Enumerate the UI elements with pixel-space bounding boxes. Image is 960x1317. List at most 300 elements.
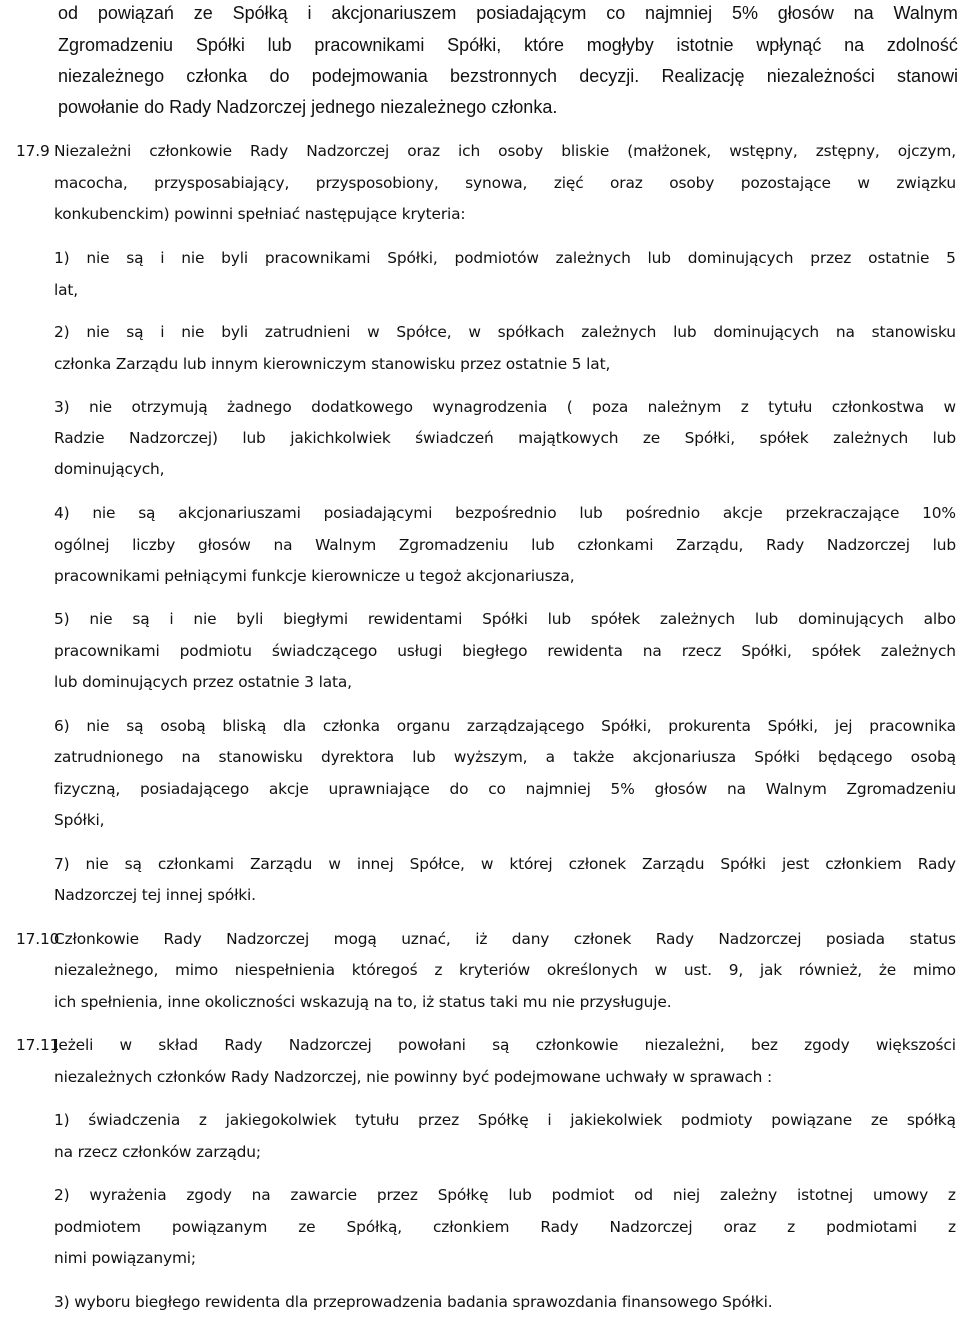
word: osoby xyxy=(498,142,544,160)
word: Członkowie xyxy=(54,930,139,948)
word: niezależnego xyxy=(58,66,165,86)
list-item-line: dominujących, xyxy=(54,460,165,478)
word: jakiegokolwiek xyxy=(225,1111,337,1129)
word: w xyxy=(119,1036,132,1054)
word: synowa, xyxy=(465,174,528,192)
word: zarządzającego xyxy=(466,717,585,735)
word: że xyxy=(878,961,897,979)
list-item-line xyxy=(54,607,956,631)
word: powołani xyxy=(397,1036,466,1054)
word: z xyxy=(198,1111,207,1129)
word: albo xyxy=(923,610,956,628)
word: byli xyxy=(221,323,249,341)
word: niezależności xyxy=(766,66,875,86)
text-line xyxy=(58,1,958,25)
word: wynagrodzenia xyxy=(432,398,548,416)
word: spółek xyxy=(811,642,861,660)
word: nie xyxy=(85,855,109,873)
word: lub xyxy=(673,323,697,341)
word: i xyxy=(160,249,165,267)
word: nie xyxy=(86,717,110,735)
word: wyższym, xyxy=(453,748,528,766)
word: osobą xyxy=(910,748,956,766)
word: bez xyxy=(750,1036,778,1054)
word: lub xyxy=(412,748,436,766)
list-item-line xyxy=(54,533,956,557)
word: umowy xyxy=(872,1186,929,1204)
word: przez xyxy=(376,1186,418,1204)
word: dla xyxy=(282,717,306,735)
word: lub xyxy=(754,610,779,628)
word: nie xyxy=(86,249,110,267)
word: 2) xyxy=(54,1186,70,1204)
word: lub xyxy=(547,610,572,628)
word: liczby xyxy=(132,536,176,554)
word: posiada xyxy=(825,930,885,948)
word: najmniej xyxy=(645,3,713,23)
word: akcje xyxy=(722,504,763,522)
section-number: 17.11 xyxy=(16,1036,60,1054)
word: członkami xyxy=(577,536,654,554)
word: rewidentami xyxy=(367,610,463,628)
word: oraz xyxy=(723,1218,757,1236)
list-item-line: lat, xyxy=(54,281,79,299)
word: lub xyxy=(932,429,956,447)
word: innej xyxy=(356,855,394,873)
word: ( xyxy=(566,398,573,416)
word: Zarządu, xyxy=(676,536,744,554)
word: członkiem xyxy=(432,1218,510,1236)
word: Rady xyxy=(163,930,202,948)
list-item-line xyxy=(54,426,956,450)
word: zawarcie xyxy=(290,1186,357,1204)
word: zależnych xyxy=(833,429,909,447)
word: podejmowania xyxy=(311,66,428,86)
word: istotnie xyxy=(676,35,734,55)
word: niezależni, xyxy=(644,1036,725,1054)
text-line xyxy=(54,958,956,982)
word: pracownika xyxy=(869,717,956,735)
word: akcje xyxy=(268,780,309,798)
word: posiadającym xyxy=(476,3,587,23)
word: powiązanym xyxy=(171,1218,268,1236)
word: rewidenta xyxy=(547,642,623,660)
word: mimo xyxy=(912,961,956,979)
word: na xyxy=(844,35,865,55)
word: Zarządu xyxy=(249,855,313,873)
word: uznać, xyxy=(401,930,451,948)
word: kryteriów xyxy=(459,961,531,979)
word: do xyxy=(449,780,469,798)
word: co xyxy=(606,3,626,23)
word: także xyxy=(573,748,615,766)
list-item-line xyxy=(54,320,956,344)
word: podmiotem xyxy=(54,1218,141,1236)
list-item-line: lub dominujących przez ostatnie 3 lata, xyxy=(54,673,352,691)
word: Nadzorczej xyxy=(226,930,310,948)
word: Spółkę xyxy=(477,1111,529,1129)
word: oraz xyxy=(407,142,440,160)
word: lub xyxy=(531,536,555,554)
word: Zarządu xyxy=(642,855,705,873)
word: Spółki, xyxy=(684,429,735,447)
word: pracownikami xyxy=(264,249,371,267)
word: spółek xyxy=(759,429,809,447)
word: Spółki xyxy=(720,855,766,873)
word: związku xyxy=(896,174,956,192)
word: od xyxy=(58,3,79,23)
word: Spółką, xyxy=(346,1218,402,1236)
word: 5% xyxy=(610,780,635,798)
word: mogłyby xyxy=(586,35,654,55)
word: na xyxy=(642,642,662,660)
list-item-line xyxy=(54,501,956,525)
word: osoby xyxy=(669,174,715,192)
word: stanowisku xyxy=(218,748,303,766)
word: również, xyxy=(798,961,863,979)
word: Spółkę xyxy=(437,1186,489,1204)
word: 10% xyxy=(922,504,956,522)
word: tytułu xyxy=(768,398,813,416)
word: mimo xyxy=(174,961,219,979)
word: akcjonariusza xyxy=(632,748,737,766)
word: świadczącego xyxy=(271,642,378,660)
word: dominujących xyxy=(798,610,904,628)
word: nie xyxy=(181,323,205,341)
word: głosów xyxy=(654,780,708,798)
word: ze xyxy=(642,429,661,447)
word: podmioty xyxy=(680,1111,753,1129)
word: i xyxy=(160,323,165,341)
word: członkiem xyxy=(825,855,902,873)
text-line: niezależnych członków Rady Nadzorczej, nie powinny być podejmowane uchwały w sprawach : xyxy=(54,1068,773,1086)
word: jak xyxy=(759,961,783,979)
word: Rady xyxy=(765,536,805,554)
word: osobą xyxy=(160,717,206,735)
word: z xyxy=(948,1218,956,1236)
word: są xyxy=(126,717,144,735)
word: w xyxy=(943,398,956,416)
word: członka xyxy=(186,66,248,86)
word: członkowie xyxy=(535,1036,619,1054)
word: żadnego xyxy=(227,398,292,416)
word: ust. xyxy=(683,961,712,979)
word: przysposabiający, xyxy=(154,174,290,192)
word: iż xyxy=(475,930,488,948)
word: nie xyxy=(88,398,113,416)
word: Spółki, xyxy=(387,249,438,267)
list-item-line xyxy=(54,1108,956,1132)
word: podmiot xyxy=(551,1186,615,1204)
word: 4) xyxy=(54,504,70,522)
word: dominujących xyxy=(687,249,794,267)
word: z xyxy=(740,398,749,416)
word: jest xyxy=(782,855,810,873)
word: zależnych xyxy=(581,323,657,341)
word: i xyxy=(169,610,174,628)
word: podmiotu xyxy=(179,642,252,660)
word: oraz xyxy=(610,174,643,192)
word: pozostające xyxy=(740,174,831,192)
word: niezależnego, xyxy=(54,961,159,979)
word: na xyxy=(727,780,746,798)
word: spółką xyxy=(906,1111,956,1129)
word: ogólnej xyxy=(54,536,110,554)
word: powiązane xyxy=(771,1111,853,1129)
word: Spółki xyxy=(195,35,245,55)
word: 7) xyxy=(54,855,70,873)
word: Realizację xyxy=(661,66,745,86)
text-line xyxy=(54,171,956,195)
word: zgody xyxy=(186,1186,232,1204)
word: zstępny, xyxy=(815,142,880,160)
word: w xyxy=(654,961,668,979)
word: byli xyxy=(236,610,264,628)
word: Nadzorczej xyxy=(826,536,910,554)
word: od xyxy=(634,1186,653,1204)
word: akcjonariuszami xyxy=(178,504,301,522)
word: ostatnie xyxy=(868,249,930,267)
word: Nadzorczej xyxy=(288,1036,372,1054)
word: podmiotów xyxy=(454,249,539,267)
word: Spółki, xyxy=(447,35,502,55)
word: zdolność xyxy=(886,35,958,55)
word: członek xyxy=(568,855,626,873)
word: Walnym xyxy=(315,536,377,554)
section-number: 17.9 xyxy=(16,142,50,160)
word: Spółki, xyxy=(741,642,792,660)
word: członkostwa xyxy=(831,398,924,416)
word: są xyxy=(126,323,144,341)
text-line: ich spełnienia, inne okoliczności wskazują na to, iż status taki mu nie przysługuje. xyxy=(54,993,672,1011)
word: rzecz xyxy=(681,642,722,660)
word: Niezależni xyxy=(54,142,132,160)
word: Nadzorczej xyxy=(306,142,390,160)
word: Spółką xyxy=(232,3,288,23)
word: są xyxy=(126,249,144,267)
word: świadczenia xyxy=(88,1111,181,1129)
list-item-line xyxy=(54,714,956,738)
list-item-line: 3) wyboru biegłego rewidenta dla przeprowadzenia badania sprawozdania finansowego Spółki. xyxy=(54,1293,773,1311)
word: ze xyxy=(870,1111,889,1129)
word: a xyxy=(545,748,555,766)
word: lub xyxy=(508,1186,532,1204)
text-line xyxy=(54,139,956,163)
word: w xyxy=(367,323,380,341)
word: 2) xyxy=(54,323,70,341)
word: fizyczną, xyxy=(54,780,121,798)
text-line xyxy=(54,927,956,951)
word: któregoś xyxy=(351,961,418,979)
word: Nadzorczej xyxy=(718,930,802,948)
word: usługi xyxy=(397,642,443,660)
word: świadczeń xyxy=(415,429,494,447)
word: zięć xyxy=(553,174,584,192)
word: zatrudnionego xyxy=(54,748,164,766)
word: pośrednio xyxy=(625,504,701,522)
word: bliską xyxy=(222,717,267,735)
list-item-line: członka Zarządu lub innym kierowniczym stanowisku przez ostatnie 5 lat, xyxy=(54,355,611,373)
word: Nadzorczej) xyxy=(128,429,218,447)
word: zgody xyxy=(804,1036,850,1054)
word: Spółce, xyxy=(396,323,452,341)
word: wyrażenia xyxy=(89,1186,167,1204)
word: ze xyxy=(193,3,213,23)
word: ich xyxy=(458,142,481,160)
text-line xyxy=(58,33,958,57)
word: wpłynąć xyxy=(756,35,822,55)
word: zależny xyxy=(719,1186,778,1204)
word: Spółki xyxy=(482,610,528,628)
word: zatrudnieni xyxy=(264,323,351,341)
word: nie xyxy=(86,323,110,341)
word: lub xyxy=(267,35,292,55)
word: Rady xyxy=(224,1036,263,1054)
word: zależnych xyxy=(659,610,735,628)
word: w xyxy=(468,323,481,341)
word: akcjonariuszem xyxy=(331,3,457,23)
word: zależnych xyxy=(555,249,631,267)
text-line xyxy=(54,1033,956,1057)
word: decyzji. xyxy=(579,66,640,86)
word: stanowisku xyxy=(871,323,956,341)
word: większości xyxy=(875,1036,956,1054)
word: uprawniające xyxy=(328,780,430,798)
word: dyrektora xyxy=(320,748,395,766)
word: Nadzorczej xyxy=(609,1218,693,1236)
word: z xyxy=(434,961,443,979)
word: Spółki, xyxy=(767,717,819,735)
word: Rady xyxy=(540,1218,579,1236)
list-item-line: Spółki, xyxy=(54,811,105,829)
word: prokurenta xyxy=(668,717,751,735)
word: w xyxy=(328,855,341,873)
word: posiadającego xyxy=(140,780,249,798)
word: członkami xyxy=(157,855,234,873)
word: Spółce, xyxy=(409,855,465,873)
word: są xyxy=(492,1036,510,1054)
word: przez xyxy=(810,249,852,267)
word: wstępny, xyxy=(729,142,798,160)
word: tytułu xyxy=(355,1111,400,1129)
word: otrzymują xyxy=(131,398,208,416)
word: nie xyxy=(89,610,113,628)
word: spółkach xyxy=(497,323,565,341)
list-item-line xyxy=(54,1215,956,1239)
word: istotnej xyxy=(796,1186,854,1204)
word: na xyxy=(835,323,855,341)
word: na xyxy=(853,3,874,23)
word: Rady xyxy=(655,930,694,948)
word: dodatkowego xyxy=(311,398,413,416)
word: poza xyxy=(592,398,629,416)
word: niespełnienia xyxy=(234,961,335,979)
list-item-line xyxy=(54,852,956,876)
word: 5) xyxy=(54,610,70,628)
word: biegłymi xyxy=(283,610,348,628)
word: nie xyxy=(193,610,217,628)
word: ze xyxy=(298,1218,316,1236)
word: bezpośrednio xyxy=(455,504,557,522)
list-item-line xyxy=(54,745,956,769)
word: pracownikami xyxy=(314,35,425,55)
word: bezstronnych xyxy=(449,66,558,86)
text-line: konkubenckim) powinni spełniać następujące kryteria: xyxy=(54,205,466,223)
word: stanowi xyxy=(896,66,958,86)
word: bliskie xyxy=(561,142,610,160)
word: członek xyxy=(573,930,632,948)
word: Zgromadzeniu xyxy=(398,536,509,554)
word: są xyxy=(132,610,150,628)
list-item-line xyxy=(54,1183,956,1207)
text-line xyxy=(58,64,958,88)
word: Jeżeli xyxy=(54,1036,94,1054)
word: Walnym xyxy=(893,3,958,23)
word: należnym xyxy=(647,398,722,416)
word: jakichkolwiek xyxy=(290,429,391,447)
word: określonych xyxy=(546,961,638,979)
word: skład xyxy=(158,1036,199,1054)
word: status xyxy=(909,930,956,948)
word: przysposobiony, xyxy=(315,174,439,192)
word: 1) xyxy=(54,249,70,267)
list-item-line xyxy=(54,395,956,419)
word: na xyxy=(251,1186,271,1204)
word: Radzie xyxy=(54,429,105,447)
list-item-line xyxy=(54,246,956,270)
word: (małżonek, xyxy=(627,142,712,160)
word: przez xyxy=(418,1111,460,1129)
word: posiadającymi xyxy=(323,504,433,522)
word: 1) xyxy=(54,1111,70,1129)
word: z xyxy=(947,1186,956,1204)
word: podmiotami xyxy=(826,1218,917,1236)
word: zależnych xyxy=(880,642,956,660)
word: i xyxy=(307,3,312,23)
word: 6) xyxy=(54,717,70,735)
word: które xyxy=(523,35,564,55)
list-item-line: nimi powiązanymi; xyxy=(54,1249,196,1267)
word: spółek xyxy=(590,610,640,628)
word: z xyxy=(787,1218,796,1236)
word: majątkowych xyxy=(518,429,619,447)
word: powiązań xyxy=(97,3,174,23)
word: której xyxy=(509,855,553,873)
word: co xyxy=(488,780,506,798)
word: przekraczające xyxy=(785,504,900,522)
word: na xyxy=(181,748,201,766)
word: 5 xyxy=(946,249,956,267)
list-item-line: pracownikami pełniącymi funkcje kierownicze u tegoż akcjonariusza, xyxy=(54,567,575,585)
word: najmniej xyxy=(525,780,591,798)
word: są xyxy=(138,504,156,522)
word: w xyxy=(857,174,870,192)
word: lub xyxy=(242,429,266,447)
list-item-line: na rzecz członków zarządu; xyxy=(54,1143,261,1161)
word: byli xyxy=(221,249,248,267)
word: 5% xyxy=(731,3,758,23)
text-line: powołanie do Rady Nadzorczej jednego niezależnego członka. xyxy=(58,97,558,117)
word: jakiekolwiek xyxy=(570,1111,663,1129)
word: lub xyxy=(579,504,603,522)
list-item-line: Nadzorczej tej innej spółki. xyxy=(54,886,256,904)
word: Rady xyxy=(250,142,289,160)
word: głosów xyxy=(777,3,834,23)
word: jej xyxy=(834,717,853,735)
word: lub xyxy=(647,249,671,267)
word: nie xyxy=(92,504,116,522)
word: organu xyxy=(396,717,451,735)
